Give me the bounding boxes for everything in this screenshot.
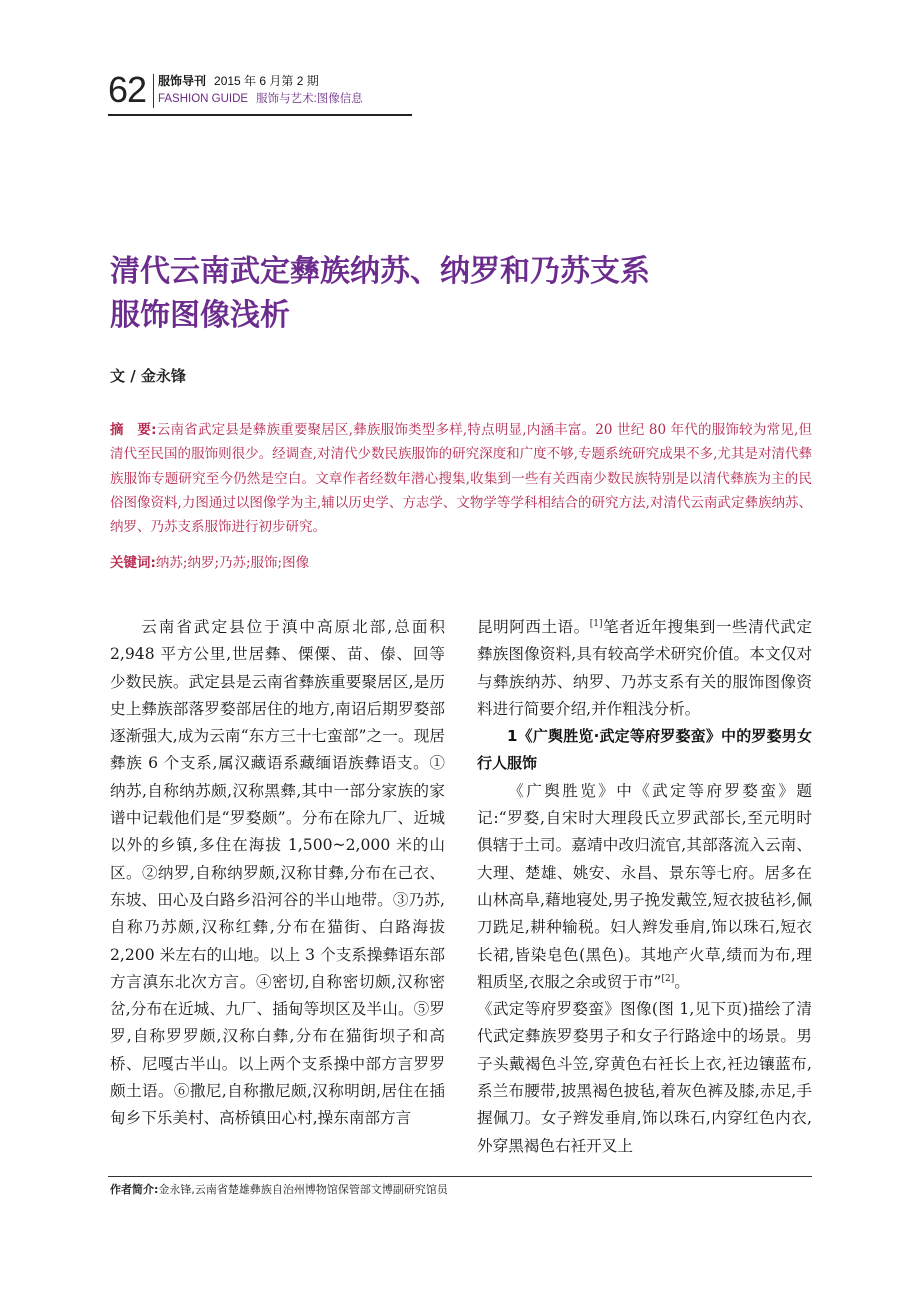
body-column-right xyxy=(477,614,812,1160)
paragraph: 《武定等府罗婺蛮》图像(图 1,见下页)描绘了清代武定彝族罗婺男子和女子行路途中的场景。男子头戴褐色斗笠,穿黄色右衽长上衣,衽边镶蓝布,系兰布腰带,披黑褐色披毡,着灰色裤及膝,赤足,手握佩刀。女子辫发垂肩,饰以珠石,内穿红色内衣,外穿黑褐色右衽开叉上 xyxy=(477,1000,812,1155)
footnote-label: 作者简介: xyxy=(110,1183,159,1196)
footnote-rule xyxy=(108,1176,812,1177)
header-divider xyxy=(153,74,154,108)
page-header xyxy=(108,66,412,116)
abstract-label: 摘 要: xyxy=(110,422,157,438)
title-line-1: 清代云南武定彝族纳苏、纳罗和乃苏支系 xyxy=(110,254,650,289)
header-rule xyxy=(108,114,412,116)
page-number: 62 xyxy=(108,69,147,110)
paragraph-text: 。 xyxy=(674,972,690,991)
header-line-2 xyxy=(158,90,363,106)
abstract xyxy=(110,418,812,539)
author-byline: 文 / 金永锋 xyxy=(110,367,186,385)
abstract-text: 云南省武定县是彝族重要聚居区,彝族服饰类型多样,特点明显,内涵丰富。20 世纪 80 年代的服饰较为常见,但清代至民国的服饰则很少。经调查,对清代少数民族服饰的研究深度和广度不够,专题系统研究成果不多,尤其是对清代彝族服饰专题研究至今仍然是空白。文章作者经数年潜心搜集,收集到一些有关西南少数民族特别是以清代彝族为主的民俗图像资料,力图通过以图像学为主,辅以历史学、方志学、文物学等学科相结合的研究方法,对清代云南武定彝族纳苏、纳罗、乃苏支系服饰进行初步研究。 xyxy=(110,422,812,536)
magazine-name-cn: 服饰导刊 xyxy=(158,74,207,88)
header-line-1 xyxy=(158,72,319,89)
paragraph-text: 《广舆胜览》中《武定等府罗婺蛮》题记: xyxy=(477,781,812,828)
paragraph-text: 笔者近年搜集到一些清代武定彝族图像资料,具有较高学术研究价值。本文仅对与彝族纳苏、纳罗、乃苏支系有关的服饰图像资料进行简要介绍,并作粗浅分析。 xyxy=(477,618,812,718)
paragraph-text: “罗婺,自宋时大理段氏立罗武部长,至元明时俱辖于土司。嘉靖中改归流官,其部落流入云南、大理、楚雄、姚安、永昌、景东等七府。居多在山林高阜,藉地寝处,男子挽发戴笠,短衣披毡衫,佩刀跣足,耕种输税。妇人辫发垂肩,饰以珠石,短衣长裙,皆染皂色(黑色)。其地产火草,绩而为布,理粗质坚,衣服之余或贸于市” xyxy=(477,809,812,991)
footnote-text: 金永锋,云南省楚雄彝族自治州博物馆保管部文博副研究馆员 xyxy=(158,1183,448,1196)
paragraph xyxy=(477,778,812,996)
keywords-text: 纳苏;纳罗;乃苏;服饰;图像 xyxy=(155,555,310,571)
title-line-2: 服饰图像浅析 xyxy=(110,298,290,333)
citation-ref: [1] xyxy=(589,618,603,629)
body-column-left xyxy=(110,614,445,1133)
keywords xyxy=(110,552,812,574)
paragraph xyxy=(477,614,812,723)
paragraph-text: 昆明阿西土语。 xyxy=(477,618,590,636)
citation-ref: [2] xyxy=(661,973,675,984)
article-title xyxy=(110,250,810,338)
keywords-label: 关键词: xyxy=(110,555,156,571)
paragraph: 云南省武定县位于滇中高原北部,总面积 2,948 平方公里,世居彝、傈僳、苗、傣、回等少数民族。武定县是云南省彝族重要聚居区,是历史上彝族部落罗婺部居住的地方,南诏后期罗婺部逐渐强大,成为云南“东方三十七蛮部”之一。现居彝族 6 个支系,属汉藏语系藏缅语族彝语支。①纳苏,自称纳苏颇,汉称黑彝,其中一部分家族的家谱中记载他们是“罗婺颇”。分布在除九厂、近城以外的乡镇,多住在海拔 1,500~2,000 米的山区。②纳罗,自称纳罗颇,汉称甘彝,分布在己衣、东坡、田心及白路乡沿河谷的半山地带。③乃苏,自称乃苏颇,汉称红彝,分布在猫街、白路海拔 2,200 米左右的山地。以上 3 个支系操彝语东部方言滇东北次方言。④密切,自称密切颇,汉称密岔,分布在近城、九厂、插甸等坝区及半山。⑤罗罗,自称罗罗颇,汉称白彝,分布在猫街坝子和高桥、尼嘎古半山。以上两个支系操中部方言罗罗颇土语。⑥撒尼,自称撒尼颇,汉称明朗,居住在插甸乡下乐美村、高桥镇田心村,操东南部方言 xyxy=(110,618,445,1128)
section-name: 服饰与艺术:图像信息 xyxy=(256,93,363,105)
author-footnote xyxy=(110,1181,448,1197)
magazine-name-en: FASHION GUIDE xyxy=(158,93,249,105)
section-heading: 1《广舆胜览·武定等府罗婺蛮》中的罗婺男女行人服饰 xyxy=(477,727,812,773)
issue-info: 2015 年 6 月第 2 期 xyxy=(214,74,319,88)
